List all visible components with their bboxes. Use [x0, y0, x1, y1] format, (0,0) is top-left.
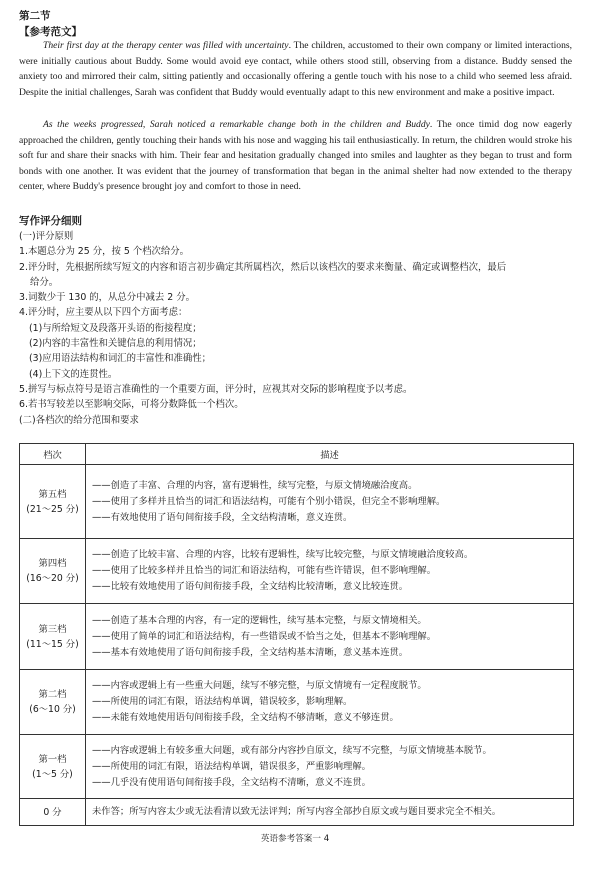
description-line: ——所使用的词汇有限，语法结构单调，错误较多，影响理解。 [92, 696, 353, 707]
description-cell [86, 604, 574, 670]
table-row [20, 539, 574, 604]
description-line: ——内容或逻辑上有较多重大问题，或有部分内容抄自原文，续写不完整，与原文情境基本脱节。 [92, 744, 492, 756]
description-cell [86, 465, 574, 539]
level-range: (11～15 分) [26, 638, 79, 650]
table-row [20, 465, 574, 539]
level-range: (6～10 分) [29, 704, 76, 715]
description-cell: 未作答；所写内容太少或无法看清以致无法评判；所写内容全部抄自原文或与题目要求完全不相关。 [86, 799, 574, 826]
table-header-row [20, 444, 574, 465]
description-line: ——创造了比较丰富、合理的内容，比较有逻辑性，续写比较完整，与原文情境融洽度较高。 [92, 549, 474, 560]
rule-item: 4.评分时，应主要从以下四个方面考虑： [19, 307, 188, 319]
description-line: ——基本有效地使用了语句间衔接手段，全文结构基本清晰，意义基本连贯。 [92, 646, 409, 658]
level-range: (21～25 分) [26, 503, 79, 515]
description-cell [86, 735, 574, 799]
rule-item: 3.词数少于 130 的，从总分中减去 2 分。 [19, 292, 195, 304]
rule-item: 1.本题总分为 25 分，按 5 个档次给分。 [19, 246, 190, 258]
description-line: ——有效地使用了语句间衔接手段，全文结构清晰，意义连贯。 [92, 511, 353, 523]
level-name: 第五档 [38, 488, 67, 500]
description-line: ——创造了基本合理的内容，有一定的逻辑性，续写基本完整，与原文情境相关。 [92, 614, 427, 626]
table-row [20, 604, 574, 670]
rule-item-continuation: 给分。 [30, 276, 59, 288]
description-line: ——比较有效地使用了语句间衔接手段，全文结构比较清晰，意义比较连贯。 [92, 581, 409, 592]
description-line: ——创造了丰富、合理的内容，富有逻辑性，续写完整，与原文情境融洽度高。 [92, 479, 418, 491]
level-name: 第一档 [38, 753, 67, 765]
paragraph-body: . The children, accustomed to their own company or limited interactions, were initially cautious about Buddy. Some would avoid eye contact, while others stood still, observing from a distance. Buddy sensed the anxiety too and mirrored their calm, sitting patiently and occasionally offering a gentle touch with his nose to a child who seemed less afraid. Despite the initial challenges, Sarah was confident that Buddy would eventually adapt to this new environment and make a positive impact. [19, 40, 572, 98]
rule-subitem: (4)上下文的连贯性。 [29, 368, 118, 380]
level-cell [20, 604, 86, 670]
level-cell [20, 465, 86, 539]
levels-heading: (二)各档次的给分范围和要求 [19, 414, 139, 426]
level-name: 第三档 [38, 623, 67, 635]
rule-item: 6.若书写较差以至影响交际，可将分数降低一个档次。 [19, 399, 244, 411]
description-line: ——内容或逻辑上有一些重大问题，续写不够完整，与原文情境有一定程度脱节。 [92, 680, 427, 691]
table-row [20, 670, 574, 735]
page-footer: 英语参考答案一 4 [260, 834, 330, 844]
level-range: (1～5 分) [32, 768, 73, 780]
header-level: 档次 [20, 444, 86, 465]
description-line: ——使用了简单的词汇和语法结构，有一些错误或不恰当之处，但基本不影响理解。 [92, 630, 436, 642]
rule-subitem: (1)与所给短文及段落开头语的衔接程度； [29, 322, 202, 334]
rule-subitem: (2)内容的丰富性和关键信息的利用情况； [29, 338, 202, 350]
level-name: 第二档 [38, 689, 67, 700]
description-line: ——未能有效地使用语句间衔接手段，全文结构不够清晰，意义不够连贯。 [92, 712, 399, 723]
essay-paragraph-1 [19, 38, 572, 100]
level-cell [20, 735, 86, 799]
table-row [20, 799, 574, 826]
level-range: (16～20 分) [26, 573, 79, 584]
level-cell [20, 539, 86, 604]
rule-item: 5.拼写与标点符号是语言准确性的一个重要方面，评分时，应视其对交际的影响程度予以考虑。 [19, 383, 413, 395]
description-cell [86, 670, 574, 735]
scoring-rules [19, 229, 579, 428]
level-name: 第四档 [38, 558, 67, 569]
level-cell [20, 670, 86, 735]
description-line: ——所使用的词汇有限，语法结构单调，错误很多，严重影响理解。 [92, 760, 371, 772]
scoring-levels-table [19, 443, 574, 826]
principle-heading: (一)评分原则 [19, 231, 74, 242]
description-line: ——使用了比较多样并且恰当的词汇和语法结构，可能有些许错误，但不影响理解。 [92, 565, 436, 576]
level-cell: 0 分 [20, 799, 86, 826]
section-title: 第二节 [19, 10, 51, 22]
reference-essay-heading: 【参考范文】 [19, 26, 82, 38]
paragraph-body: . The once timid dog now eagerly approached the children, gently touching their hands with his nose and wagging his tail enthusiastically. In return, the children would stroke his soft fur and share their snacks with him. Their fear and hesitation gradually changed into smiles and laughter as they began to trust and form bonds with one another. It was evident that the journey of transformation that began in the animal shelter had now extended to the therapy center, where Buddy's presence brought joy and comfort to those in need. [19, 119, 572, 193]
description-line: ——几乎没有使用语句间衔接手段，全文结构不清晰，意义不连贯。 [92, 776, 371, 788]
scoring-rules-title: 写作评分细则 [19, 215, 82, 227]
essay-paragraph-2 [19, 117, 572, 195]
rule-item: 2.评分时，先根据所续写短文的内容和语言初步确定其所属档次，然后以该档次的要求来衡量、确定或调整档次，最后 [19, 261, 507, 273]
rule-subitem: (3)应用语法结构和词汇的丰富性和准确性； [29, 353, 212, 365]
description-cell [86, 539, 574, 604]
paragraph-opening-sentence: As the weeks progressed, Sarah noticed a remarkable change both in the children and Buddy [43, 119, 430, 130]
paragraph-opening-sentence: Their first day at the therapy center was filled with uncertainty [43, 40, 289, 51]
description-line: ——使用了多样并且恰当的词汇和语法结构，可能有个别小错误，但完全不影响理解。 [92, 495, 446, 507]
header-description: 描述 [86, 444, 574, 465]
table-row [20, 735, 574, 799]
